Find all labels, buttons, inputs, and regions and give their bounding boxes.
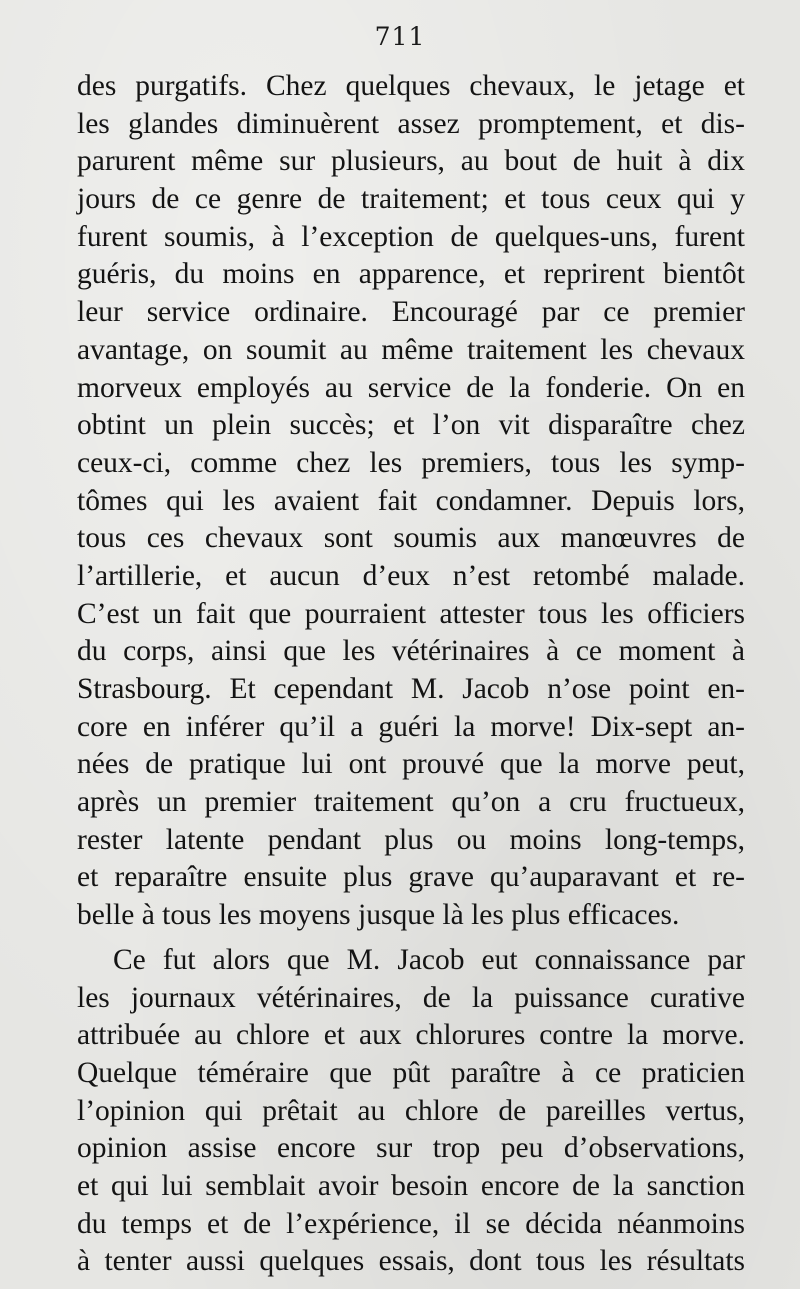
text-line: rester latente pendant plus ou moins long-temps, [77, 823, 745, 856]
body-text [77, 68, 745, 1281]
text-line: les journaux vétérinaires, de la puissance curative [77, 981, 745, 1014]
text-line: morveux employés au service de la fonderie. On en [77, 371, 745, 404]
text-line: parurent même sur plusieurs, au bout de huit à dix [77, 145, 745, 178]
text-line: tômes qui les avaient fait condamner. Depuis lors, [77, 484, 745, 517]
text-line: Ce fut alors que M. Jacob eut connaissance par [113, 943, 745, 976]
text-line: Strasbourg. Et cependant M. Jacob n’ose point en- [77, 673, 745, 705]
text-line: C’est un fait que pourraient attester tous les officiers [77, 597, 745, 630]
text-line: tous ces chevaux sont soumis aux manœuvres de [77, 522, 745, 555]
text-line: core en inférer qu’il a guéri la morve! Dix-sept an- [77, 710, 745, 743]
text-line: les glandes diminuèrent assez promptement, et dis- [77, 107, 745, 140]
text-line: du temps et de l’expérience, il se décida néanmoins [77, 1207, 745, 1240]
text-line: après un premier traitement qu’on a cru fructueux, [77, 786, 745, 819]
text-line: attribuée au chlore et aux chlorures contre la morve. [77, 1019, 745, 1052]
text-line: et reparaître ensuite plus grave qu’auparavant et re- [77, 861, 745, 894]
paragraph-2 [77, 942, 745, 1281]
text-line: belle à tous les moyens jusque là les plus efficaces. [77, 899, 680, 932]
text-line: du corps, ainsi que les vétérinaires à ce moment à [77, 635, 745, 668]
paragraph-1 [77, 68, 745, 935]
text-line: obtint un plein succès; et l’on vit disparaître chez [77, 409, 745, 442]
text-line: à tenter aussi quelques essais, dont tous les résultats [77, 1245, 745, 1278]
text-line: avantage, on soumit au même traitement les chevaux [77, 333, 745, 366]
text-line: opinion assise encore sur trop peu d’observations, [77, 1132, 745, 1165]
text-line: ceux-ci, comme chez les premiers, tous les symp- [77, 446, 745, 479]
text-line: des purgatifs. Chez quelques chevaux, le jetage et [77, 70, 745, 102]
text-line: guéris, du moins en apparence, et reprirent bientôt [77, 258, 745, 291]
text-line: jours de ce genre de traitement; et tous ceux qui y [77, 183, 745, 216]
text-line: et qui lui semblait avoir besoin encore de la sanction [77, 1169, 745, 1202]
text-line: leur service ordinaire. Encouragé par ce premier [77, 296, 745, 329]
text-line: nées de pratique lui ont prouvé que la morve peut, [77, 748, 745, 781]
text-line: l’opinion qui prêtait au chlore de pareilles vertus, [77, 1094, 745, 1127]
page-number: 711 [374, 22, 426, 51]
paragraph-gap [77, 935, 745, 942]
text-line: Quelque téméraire que pût paraître à ce praticien [77, 1056, 745, 1089]
text-line: l’artillerie, et aucun d’eux n’est retombé malade. [77, 559, 745, 592]
text-line: furent soumis, à l’exception de quelques-uns, furent [77, 220, 745, 253]
